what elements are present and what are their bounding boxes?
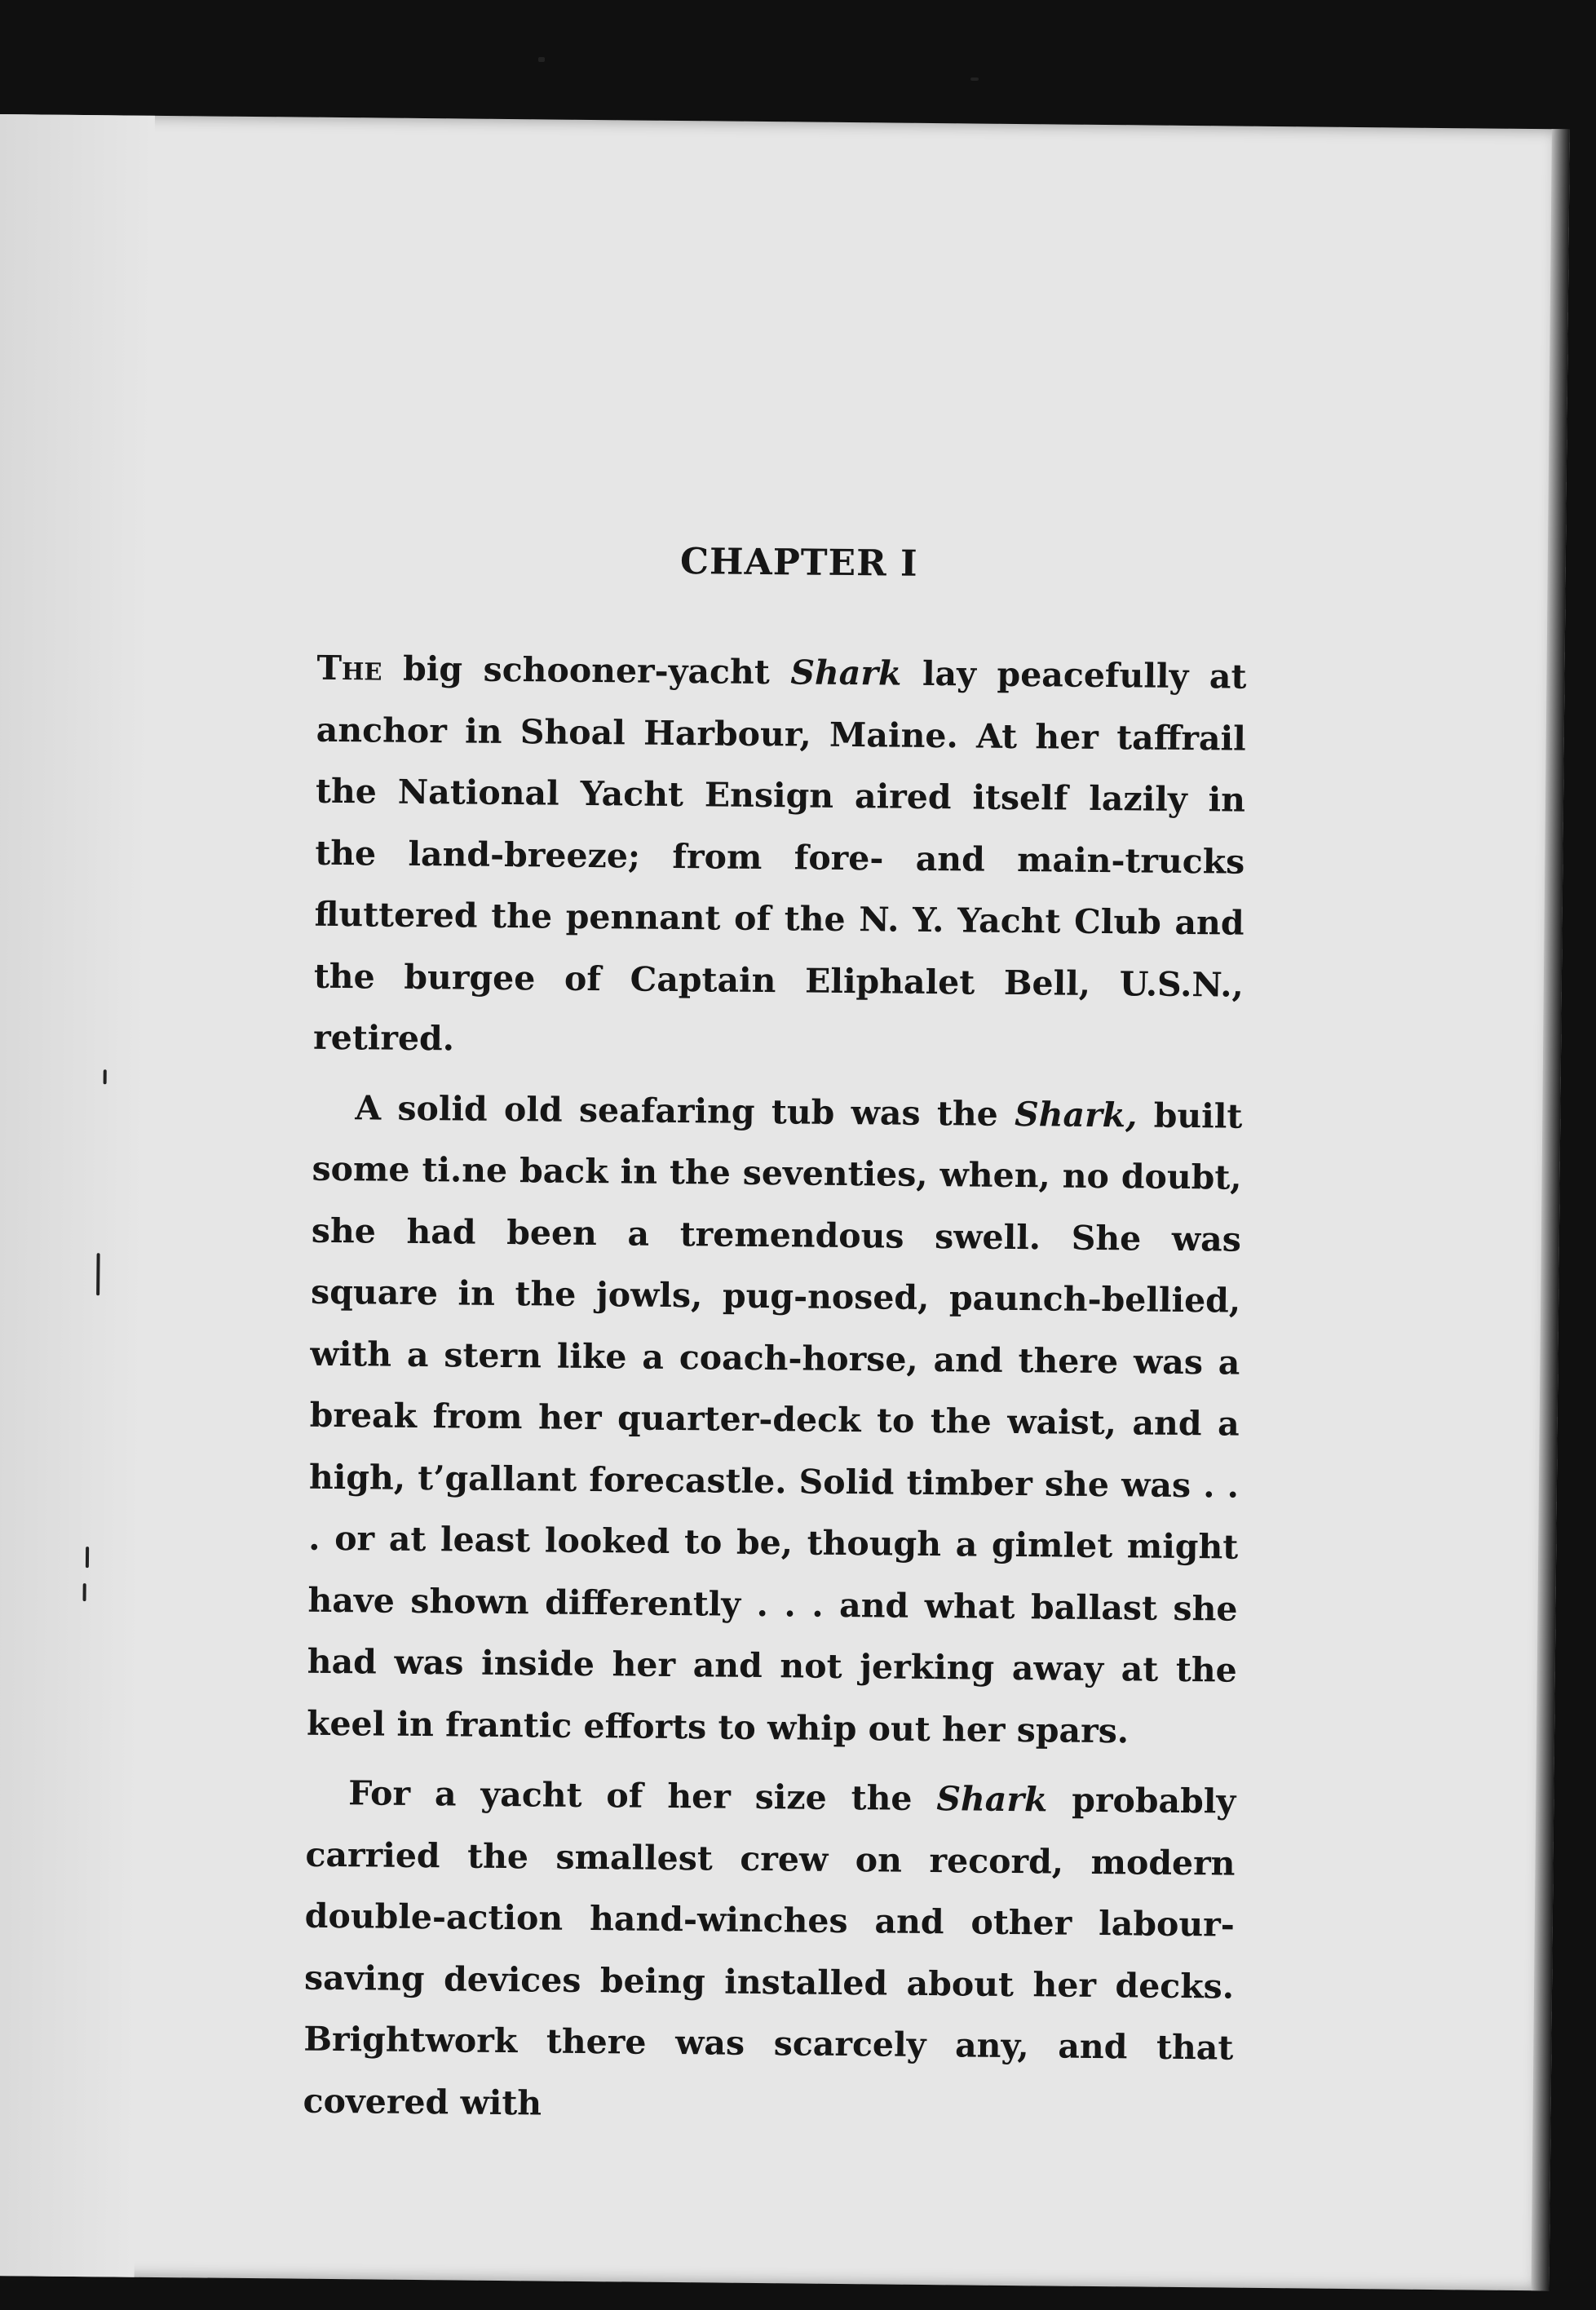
paragraph-text: probably carried the smallest crew on record, modern double-action hand-winches and other labour-saving devices being installed about her decks. Brightwork there was scarcely any, and that covered with	[303, 1780, 1236, 2122]
margin-mark	[104, 1069, 107, 1084]
chapter-heading: CHAPTER I	[679, 541, 918, 585]
ship-name: Shark	[936, 1779, 1048, 1820]
book-page	[0, 114, 1570, 2290]
scan-speck	[538, 57, 545, 62]
body-text	[303, 538, 1248, 2141]
margin-mark	[83, 1583, 86, 1601]
paragraph-text: big schooner-yacht	[382, 648, 791, 693]
ship-name: Shark	[790, 653, 902, 693]
paragraph-text: lay peacefully at anchor in Shoal Harbour, Maine. At her taffrail the National Yacht Ensign aired itself lazily in the land-breeze; from fore- and main-trucks fluttered the pennant of the N. Y. Yacht Club and the burgee of Captain Eliphalet Bell, U.S.N., retired.	[312, 653, 1247, 1059]
ship-name: Shark,	[1014, 1094, 1138, 1135]
gutter-shading	[0, 114, 155, 2277]
paragraph-2	[307, 1077, 1243, 1763]
paragraph-text: For a yacht of her size the	[348, 1773, 937, 1819]
paragraph-lead-word: The	[316, 648, 382, 688]
margin-mark	[96, 1253, 99, 1295]
paragraph-text: built some ti.ne back in the seventies, when, no doubt, she had been a tremendous swell. She was square in the jowls, pug-nosed, paunch-bellied, with a stern like a coach-horse, and there was a break from her quarter-deck to the waist, and a high, t’gallant forecastle. Solid timber she was . . . or at least looked to be, though a gimlet might have shown differently . . . and what ballast she had was inside her and not jerking away at the keel in frantic efforts to whip out her spars.	[306, 1095, 1243, 1750]
margin-mark	[86, 1547, 89, 1568]
paragraph-text: A solid old seafaring tub was the	[355, 1087, 1015, 1134]
paragraph-1	[313, 638, 1247, 1078]
page-edge	[1531, 129, 1569, 2290]
paragraph-3	[303, 1763, 1236, 2141]
scan-speck	[970, 77, 979, 81]
